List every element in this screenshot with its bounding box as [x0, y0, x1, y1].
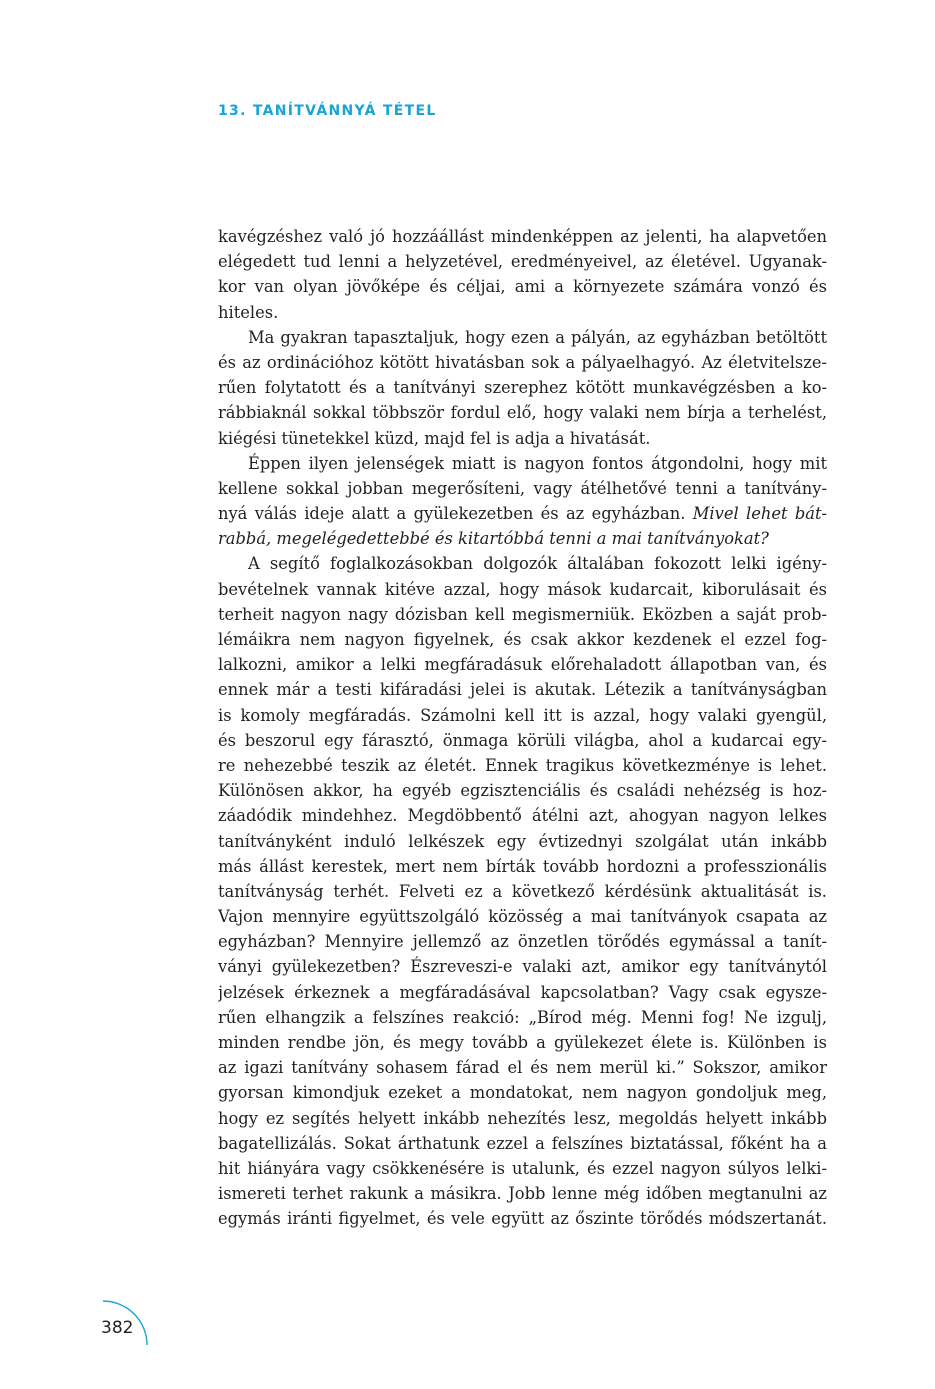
text-line-content: tanítványság terhét. Felveti ez a következő kérdésünk aktualitását is. — [218, 881, 827, 901]
text-line — [218, 1181, 827, 1206]
text-line-content: rűen folytatott és a tanítványi szerephez kötött munkavégzésben a ko- — [218, 378, 827, 398]
text-line — [218, 451, 827, 476]
text-line-content: bagatellizálás. Sokat árthatunk ezzel a felszínes biztatással, főként ha a — [218, 1133, 827, 1153]
text-line-content: Éppen ilyen jelenségek miatt is nagyon fontos átgondolni, hogy mit — [248, 453, 827, 473]
text-line-content: tanítványként induló lelkészek egy évtizednyi szolgálat után inkább — [218, 831, 827, 851]
text-line — [218, 350, 827, 375]
text-line — [218, 1005, 827, 1030]
text-line — [218, 854, 827, 879]
text-line-content: ennek már a testi kifáradási jelei is akutak. Létezik a tanítványságban — [218, 680, 827, 700]
text-line-content: gyorsan kimondjuk ezeket a mondatokat, nem nagyon gondoljuk meg, — [218, 1083, 827, 1103]
italic-question: rabbá, megelégedettebbé és kitartóbbá tenni a mai tanítványokat? — [218, 529, 769, 549]
text-line-content: kellene sokkal jobban megerősíteni, vagy átélhetővé tenni a tanítvány- — [218, 478, 827, 498]
text-line — [218, 274, 827, 299]
text-line — [218, 551, 827, 576]
text-line-content: re nehezebbé teszik az életét. Ennek tragikus következménye is lehet. — [218, 755, 827, 775]
text-line — [218, 526, 827, 551]
text-line-content: egymás iránti figyelmet, és vele együtt az őszinte törődés módszertanát. — [218, 1209, 827, 1229]
text-line — [218, 829, 827, 854]
text-line — [218, 728, 827, 753]
text-line-content: kor van olyan jövőképe és céljai, ami a környezete számára vonzó és — [218, 277, 827, 297]
text-line-content: hit hiányára vagy csökkenésére is utalunk, és ezzel nagyon súlyos lelki- — [218, 1158, 827, 1178]
text-line-content: rábbiaknál sokkal többször fordul elő, hogy valaki nem bírja a terhelést, — [218, 403, 827, 423]
text-line-content: minden rendbe jön, és megy tovább a gyülekezet élete is. Különben is — [218, 1033, 827, 1052]
text-line-content: kiégési tünetekkel küzd, majd fel is adja a hivatását. — [218, 428, 651, 448]
text-line-content: kavégzéshez való jó hozzáállást mindenképpen az jelenti, ha alapvetően — [218, 227, 827, 246]
text-line — [218, 1106, 827, 1131]
text-line — [218, 1156, 827, 1181]
text-line-content: ványi gyülekezetben? Észreveszi-e valaki azt, amikor egy tanítványtól — [218, 957, 827, 977]
text-line — [218, 1055, 827, 1080]
running-header: 13. TANÍTVÁNNYÁ TÉTEL — [218, 103, 437, 119]
text-line-content: terheit nagyon nagy dózisban kell megismerniük. Eközben a saját prob- — [218, 604, 827, 624]
text-line-content: hogy ez segítés helyett inkább nehezítés lesz, megoldás helyett inkább — [218, 1108, 827, 1128]
text-line-content: lalkozni, amikor a lelki megfáradásuk előrehaladott állapotban van, és — [218, 655, 827, 675]
text-line — [218, 249, 827, 274]
text-line — [218, 325, 827, 350]
text-line — [218, 803, 827, 828]
text-line-content: elégedett tud lenni a helyzetével, eredményeivel, az életével. Ugyanak- — [218, 252, 827, 272]
text-line — [218, 954, 827, 979]
text-line — [218, 904, 827, 929]
text-line-content: és az ordinációhoz kötött hivatásban sok a pályaelhagyó. Az életvitelsze- — [218, 352, 827, 372]
text-line-content: záadódik mindehhez. Megdöbbentő átélni azt, ahogyan nagyon lelkes — [218, 806, 827, 826]
text-line-content: ismereti terhet rakunk a másikra. Jobb lenne még időben megtanulni az — [218, 1184, 827, 1204]
text-line-content: rűen elhangzik a felszínes reakció: „Bírod még. Menni fog! Ne izgulj, — [218, 1007, 827, 1027]
text-line — [218, 879, 827, 904]
text-line — [218, 224, 827, 249]
text-line-content: Különösen akkor, ha egyéb egzisztenciális és családi nehézség is hoz- — [218, 781, 827, 801]
text-line — [218, 929, 827, 954]
text-line-content: jelzések érkeznek a megfáradásával kapcsolatban? Vagy csak egysze- — [218, 982, 827, 1002]
text-line — [218, 627, 827, 652]
text-line-content: hiteles. — [218, 302, 279, 322]
text-line-content: Vajon mennyire együttszolgáló közösség a mai tanítványok csapata az — [218, 907, 827, 927]
text-line-content: az igazi tanítvány sohasem fárad el és nem merül ki.” Sokszor, amikor — [218, 1058, 827, 1078]
text-line — [218, 652, 827, 677]
page-number: 382 — [101, 1318, 134, 1338]
text-line-content: és beszorul egy fárasztó, önmaga körüli világba, ahol a kudarcai egy- — [218, 730, 827, 750]
text-line — [218, 778, 827, 803]
text-line-content: bevételnek vannak kitéve azzal, hogy mások kudarcait, kiborulásait és — [218, 579, 827, 599]
text-line — [218, 476, 827, 501]
text-line — [218, 602, 827, 627]
text-line-content: is komoly megfáradás. Számolni kell itt is azzal, hogy valaki gyengül, — [218, 705, 827, 725]
text-line — [218, 1030, 827, 1055]
text-line — [218, 677, 827, 702]
text-line — [218, 300, 827, 325]
text-line — [218, 753, 827, 778]
text-line — [218, 1206, 827, 1231]
text-line-content: egyházban? Mennyire jellemző az önzetlen törődés egymással a tanít- — [218, 932, 827, 952]
italic-question: Mivel lehet bát- — [692, 504, 827, 524]
text-line-content: lémáikra nem nagyon figyelnek, és csak akkor kezdenek el ezzel fog- — [218, 630, 827, 649]
text-line — [218, 703, 827, 728]
text-line-content: Ma gyakran tapasztaljuk, hogy ezen a pályán, az egyházban betöltött — [248, 327, 827, 347]
text-line — [218, 980, 827, 1005]
text-line — [218, 375, 827, 400]
text-line-content: A segítő foglalkozásokban dolgozók általában fokozott lelki igény- — [248, 554, 827, 574]
body-text — [218, 224, 827, 1232]
text-line-content: más állást kerestek, mert nem bírták tovább hordozni a professzionális — [218, 856, 827, 876]
text-line — [218, 400, 827, 425]
text-line — [218, 577, 827, 602]
text-line — [218, 1080, 827, 1105]
text-line — [218, 1131, 827, 1156]
text-line-content: nyá válás ideje alatt a gyülekezetben és az egyházban. — [218, 504, 693, 524]
text-line — [218, 501, 827, 526]
text-line — [218, 426, 827, 451]
